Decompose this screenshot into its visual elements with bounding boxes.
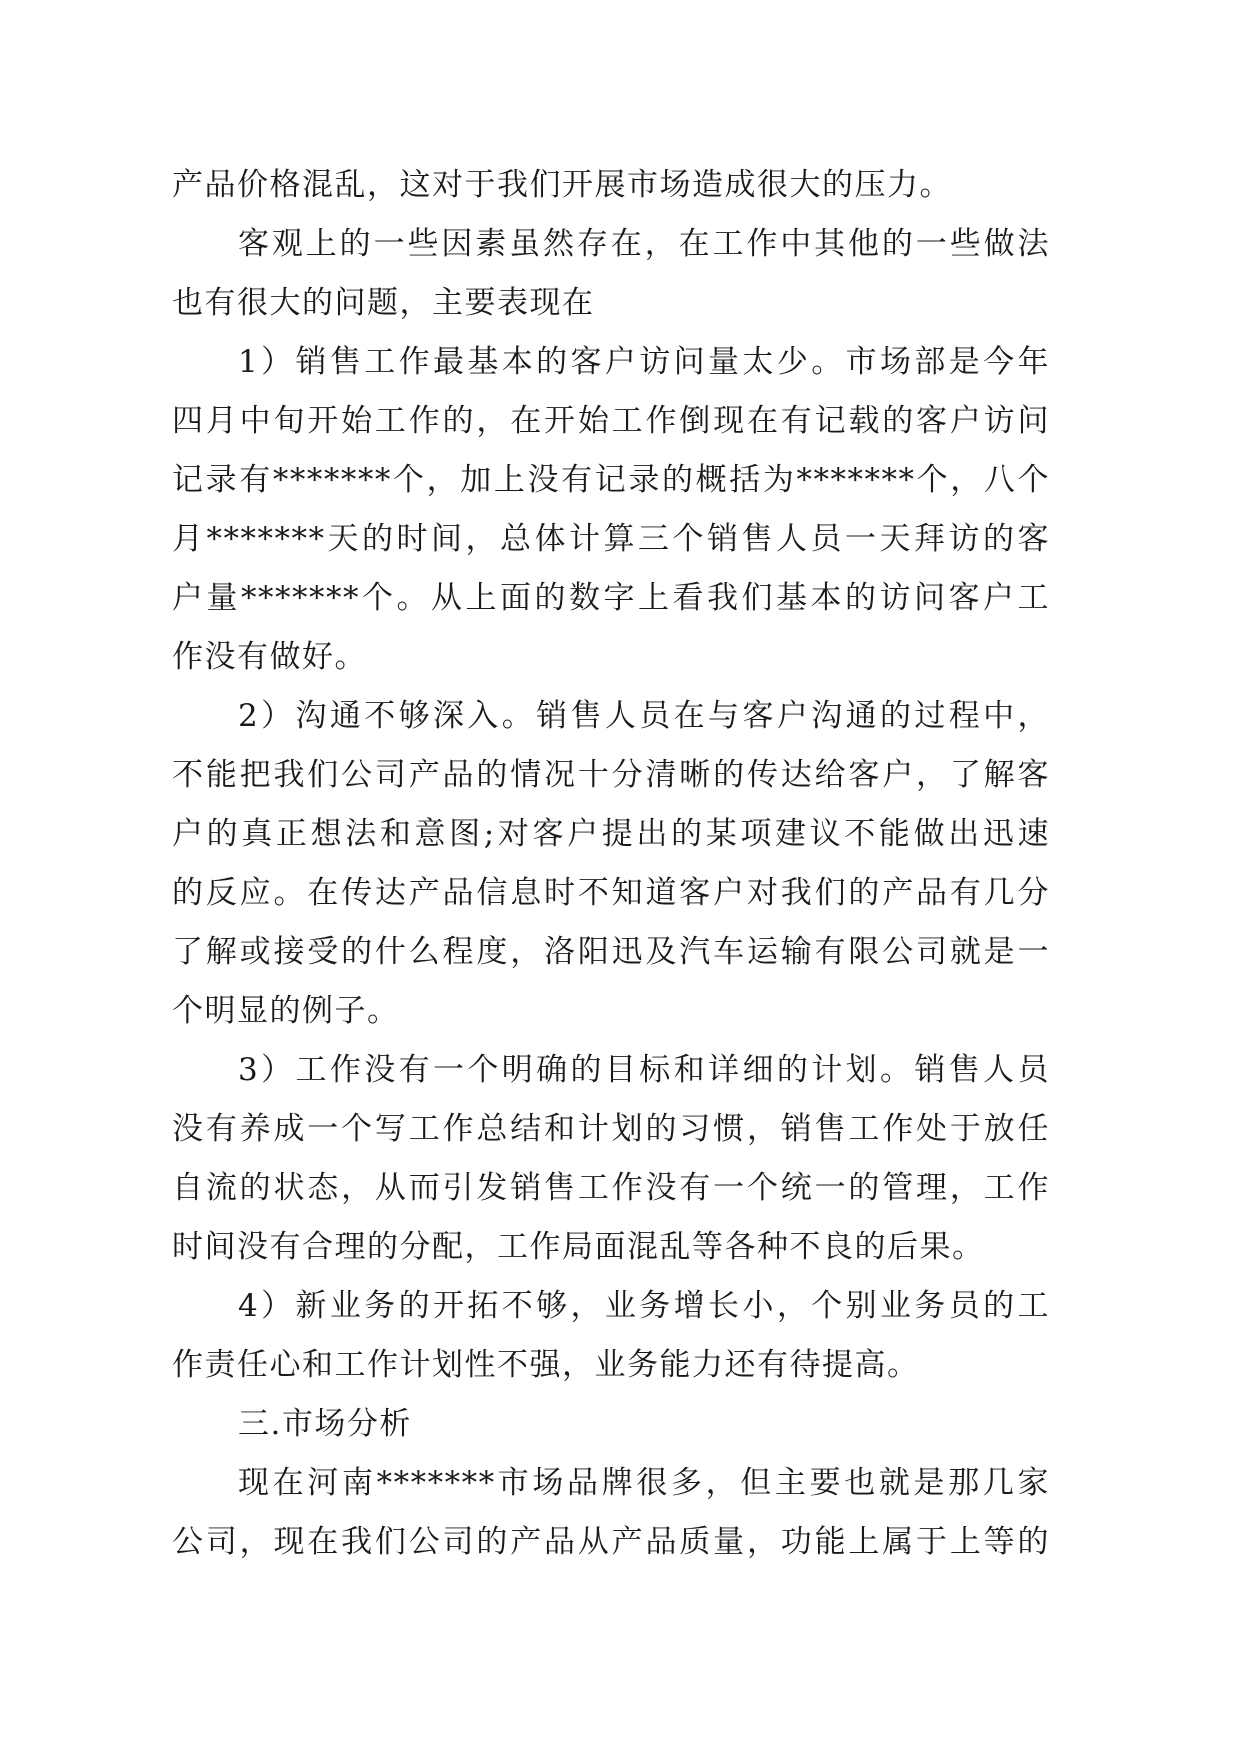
section-heading [172, 1395, 1050, 1454]
paragraph [172, 215, 1050, 333]
text-line: 户量*******个。从上面的数字上看我们基本的访问客户工 [172, 580, 1050, 616]
text-line: 了解或接受的什么程度，洛阳迅及汽车运输有限公司就是一 [172, 934, 1050, 970]
text-line: 作没有做好。 [172, 639, 367, 675]
text-line: 也有很大的问题，主要表现在 [172, 285, 595, 321]
document-body [172, 156, 1050, 1572]
text-line: 时间没有合理的分配，工作局面混乱等各种不良的后果。 [172, 1229, 985, 1265]
paragraph [172, 1041, 1050, 1277]
paragraph [172, 687, 1050, 1041]
text-line: 2）沟通不够深入。销售人员在与客户沟通的过程中， [238, 698, 1050, 734]
paragraph [172, 156, 1050, 215]
text-line: 个明显的例子。 [172, 993, 400, 1029]
text-line: 月*******天的时间，总体计算三个销售人员一天拜访的客 [172, 521, 1050, 557]
text-line: 3）工作没有一个明确的目标和详细的计划。销售人员 [238, 1052, 1050, 1088]
text-line: 记录有*******个，加上没有记录的概括为*******个，八个 [172, 462, 1050, 498]
paragraph [172, 1454, 1050, 1572]
text-line: 自流的状态，从而引发销售工作没有一个统一的管理，工作 [172, 1170, 1050, 1206]
text-line: 三.市场分析 [238, 1406, 412, 1442]
text-line: 1）销售工作最基本的客户访问量太少。市场部是今年 [238, 344, 1050, 380]
paragraph [172, 1277, 1050, 1395]
text-line: 公司，现在我们公司的产品从产品质量，功能上属于上等的 [172, 1524, 1050, 1560]
text-line: 客观上的一些因素虽然存在，在工作中其他的一些做法 [238, 226, 1050, 262]
text-line: 没有养成一个写工作总结和计划的习惯，销售工作处于放任 [172, 1111, 1050, 1147]
text-line: 的反应。在传达产品信息时不知道客户对我们的产品有几分 [172, 875, 1050, 911]
text-line: 产品价格混乱，这对于我们开展市场造成很大的压力。 [172, 167, 952, 203]
text-line: 不能把我们公司产品的情况十分清晰的传达给客户，了解客 [172, 757, 1050, 793]
text-line: 作责任心和工作计划性不强，业务能力还有待提高。 [172, 1347, 920, 1383]
text-line: 户的真正想法和意图;对客户提出的某项建议不能做出迅速 [172, 816, 1050, 852]
text-line: 四月中旬开始工作的，在开始工作倒现在有记载的客户访问 [172, 403, 1050, 439]
text-line: 现在河南*******市场品牌很多，但主要也就是那几家 [238, 1465, 1050, 1501]
text-line: 4）新业务的开拓不够，业务增长小，个别业务员的工 [238, 1288, 1050, 1324]
paragraph [172, 333, 1050, 687]
